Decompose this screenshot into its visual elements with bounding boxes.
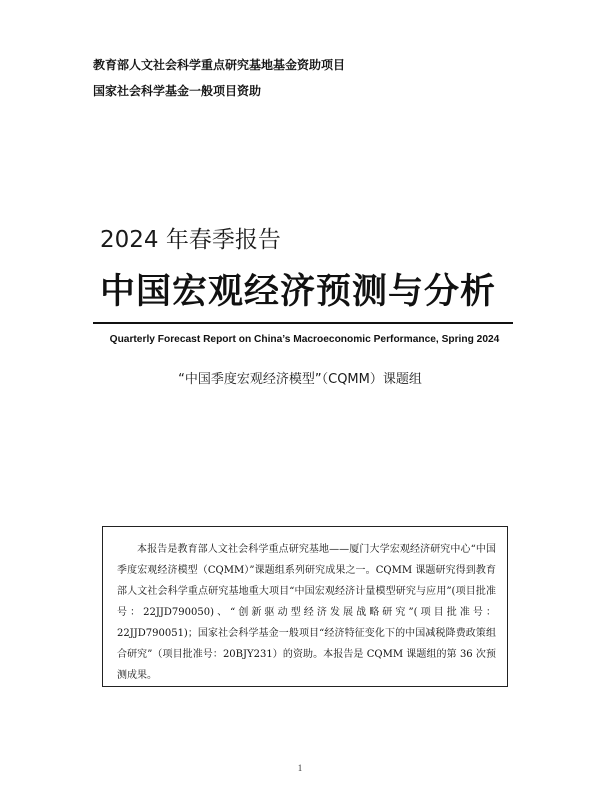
title-divider xyxy=(93,322,513,324)
acknowledgement-box xyxy=(102,526,508,687)
english-subtitle: Quarterly Forecast Report on China’s Macroeconomic Performance, Spring 2024 xyxy=(109,334,500,345)
report-season-title: 2024 年春季报告 xyxy=(100,227,281,253)
research-group-name: “中国季度宏观经济模型”（CQMM）课题组 xyxy=(178,372,422,387)
acknowledgement-text: 本报告是教育部人文社会科学重点研究基地——厦门大学宏观经济研究中心“中国季度宏观经济模型（CQMM）”课题组系列研究成果之一。CQMM 课题研究得到教育部人文社会科学重点研究基地重大项目“中国宏观经济计量模型研究与应用”(项目批准号：22JJD790050)、“创新驱动型经济发展战略研究”(项目批准号：22JJD790051)；国家社会科学基金一般项目“经济特征变化下的中国减税降费政策组合研究”（项目批准号：20BJY231）的资助。本报告是 CQMM 课题组的第 36 次预测成果。 xyxy=(117,544,496,681)
page-number: 1 xyxy=(297,763,303,773)
funding-line-nssf: 国家社会科学基金一般项目资助 xyxy=(93,84,262,98)
funding-line-moe: 教育部人文社会科学重点研究基地基金资助项目 xyxy=(93,58,346,72)
report-main-title: 中国宏观经济预测与分析 xyxy=(100,272,497,312)
